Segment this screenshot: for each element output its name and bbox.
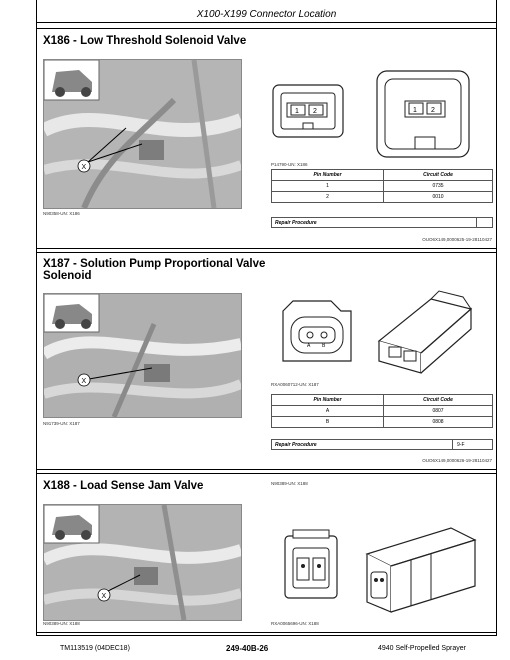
section-x188	[36, 473, 497, 633]
pin-number: 1	[272, 181, 384, 192]
photo-caption: N91739-UN: X187	[43, 421, 80, 426]
circuit-code: 0010	[384, 192, 493, 203]
connector-caption: P14790-UN: X186	[271, 162, 308, 167]
pin-number: 2	[272, 192, 384, 203]
section-title: X187 - Solution Pump Proportional Valve Solenoid	[43, 258, 266, 282]
connector-caption-top: N90389-UN: X188	[271, 481, 308, 486]
connector-face-view	[285, 530, 337, 598]
pin-number-header: Pin Number	[272, 170, 384, 181]
repair-procedure-value: 9-F	[457, 442, 465, 448]
footer-page-number: 249-40B-26	[226, 644, 269, 653]
circuit-code-header: Circuit Code	[384, 395, 493, 406]
pin-number-header: Pin Number	[272, 395, 384, 406]
circuit-code: 0735	[384, 181, 493, 192]
circuit-code: 0807	[384, 406, 493, 417]
section-x186	[36, 28, 497, 249]
connector-mating-view	[377, 71, 469, 157]
machine-photo-illustration	[44, 505, 241, 620]
repair-procedure-row	[271, 217, 493, 228]
section-title: X186 - Low Threshold Solenoid Valve	[43, 35, 247, 47]
reference-code: OUO6X149,0000625-19-28110427	[422, 237, 492, 242]
reference-code: OUO6X149,0000626-19-28110427	[422, 458, 492, 463]
table-row	[272, 417, 493, 428]
table-row	[272, 406, 493, 417]
callout-letter: X	[81, 164, 87, 171]
connector-caption: RXA0060712-UN: X187	[271, 382, 319, 387]
footer-product-name: 4940 Self-Propelled Sprayer	[378, 645, 466, 652]
machine-photo-illustration	[44, 294, 241, 417]
page-header-title: X100-X199 Connector Location	[196, 9, 337, 20]
pin-label: 2	[431, 107, 435, 114]
repair-procedure-label: Repair Procedure	[275, 442, 317, 448]
footer-manual-id: TM113519 (04DEC18)	[60, 645, 130, 652]
callout-letter: X	[101, 593, 107, 600]
machine-photo-illustration	[44, 60, 241, 208]
pin-label: 1	[413, 107, 417, 114]
pin-label: 1	[295, 108, 299, 115]
pin-table	[271, 169, 493, 203]
photo-caption: N90389-UN: X188	[43, 621, 80, 626]
repair-procedure-row	[271, 439, 493, 450]
pin-number: B	[272, 417, 384, 428]
location-photo	[43, 293, 242, 418]
section-title: X188 - Load Sense Jam Valve	[43, 480, 204, 492]
circuit-code: 0808	[384, 417, 493, 428]
pin-number: A	[272, 406, 384, 417]
footer-rule	[36, 635, 497, 636]
photo-caption: N90358-UN: X186	[43, 211, 80, 216]
callout-letter: X	[81, 378, 87, 385]
connector-iso-view	[367, 528, 475, 612]
connector-drawing	[265, 57, 475, 162]
connector-face-view	[283, 301, 351, 361]
pin-label: A	[307, 343, 311, 349]
table-row	[272, 192, 493, 203]
connector-caption: RXA0065696-UN: X188	[271, 621, 319, 626]
pin-label: B	[322, 343, 326, 349]
pin-table	[271, 394, 493, 428]
pin-table-header	[272, 170, 493, 181]
pin-label: 2	[313, 108, 317, 115]
repair-procedure-label: Repair Procedure	[275, 220, 317, 226]
pin-table-header	[272, 395, 493, 406]
header-rule	[36, 22, 497, 23]
table-row	[272, 181, 493, 192]
location-photo	[43, 504, 242, 621]
section-x187	[36, 252, 497, 470]
connector-drawing	[271, 514, 481, 614]
connector-drawing	[271, 281, 481, 381]
circuit-code-header: Circuit Code	[384, 170, 493, 181]
location-photo	[43, 59, 242, 209]
connector-face-view	[273, 85, 343, 137]
connector-iso-view	[379, 291, 471, 373]
